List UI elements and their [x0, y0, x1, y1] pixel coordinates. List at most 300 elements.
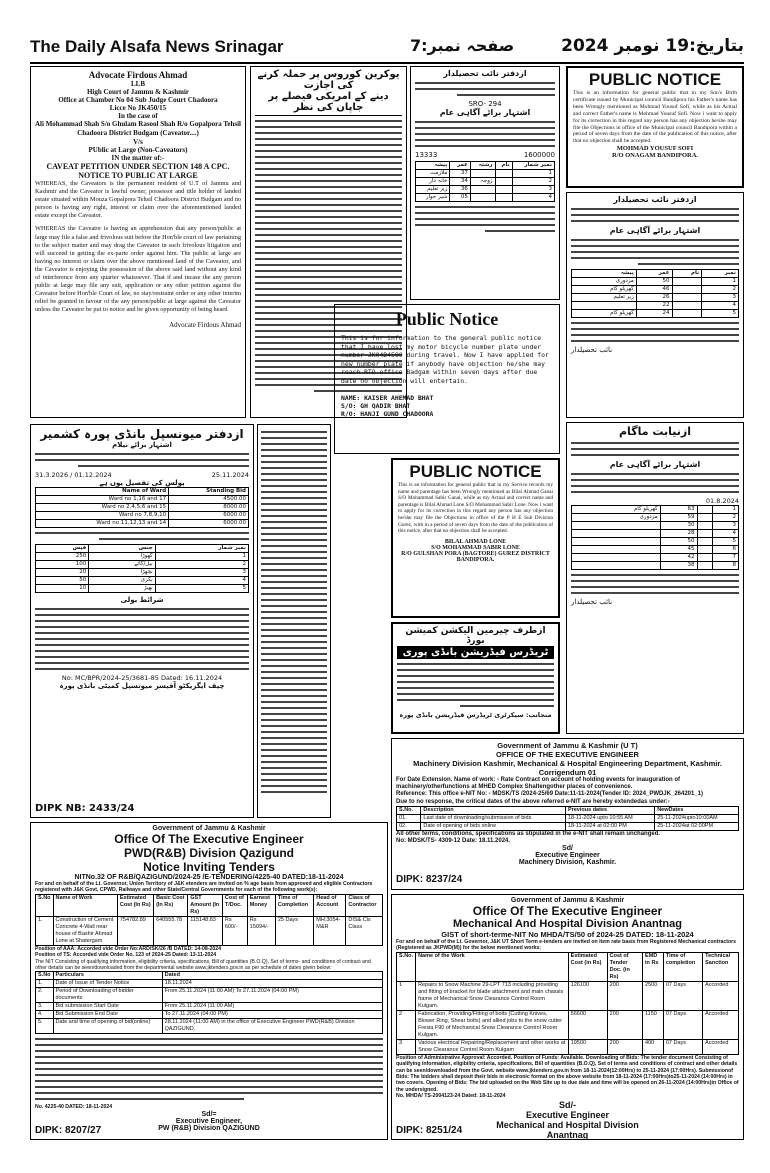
fee-table-cell: گھوڑا — [89, 553, 155, 561]
fee-table-cell: 100 — [36, 561, 89, 569]
public-notice-body: This is an information for general public that in my Service records my name and parentage has been Wrongly mentioned as Bilal Ahmad Ganai S/O Mohammad Sabir Ganai, while as my Actual and correct name and parentage is Bilal Ahmad Lone S/O Mohammad Sabir Lone. Now i want to apply for its correction in this regard any person has any objection he/she may file the Objections in office of the P H E Sub Division Gurez, with in a period of seven days from the date of the publication of this notice, after that no objection shall be accepted. — [398, 482, 553, 535]
notice-amount: 1600000 — [523, 151, 555, 159]
machinery-table-cell: 18-11-2024 at 02:00 PM — [565, 822, 654, 830]
caveat-notice — [30, 66, 246, 418]
public-notice-body: This is an information for general public that in my Son's Birth certificate issued by Municipal council Bandipora his Father's name has been Wrongly mentioned as Mohmad Yousuf Sofi, while as his Actual and correct Father's name is Mohmad Yousuf Sofi. Now i want to apply for its correction in this regard any person has any objection he/she may file the Objections in office of the Municipal council Bandipora within a period of seven days from the date of the publication of this notice, after that no objection shall be accepted. — [573, 90, 737, 145]
notice-heading: اشتہار برائے آگاہی عام — [609, 226, 701, 235]
mhd-table-cell: 200 — [607, 981, 642, 1010]
machinery-line3: Due to no response, the critical dates of the above referred e-NIT are hereby extendedas under:- — [396, 798, 670, 805]
ward-table-cell: 8000.00 — [169, 504, 249, 512]
notice-date: 01.8.2024 — [705, 497, 739, 505]
ward-table-row — [36, 504, 249, 512]
ward-table-cell: 4500.00 — [169, 496, 249, 504]
pwd-dates-cell: Date of Issue of Tender Notice — [53, 980, 162, 988]
pwd-dates-cell: Period of Downloading of bidder documents — [53, 988, 162, 1003]
mhd-table-cell: Fabrication, Providing/Fitting of bolts (Cutting Knives, Blower Ring, Shear bolts) and allied jobs to the snow cutter Fresia F90 of Mechanical Snow Clearance Control Room Kulgam. — [416, 1010, 569, 1039]
family-table-cell: 45 — [660, 546, 697, 554]
pwd-dates-table — [35, 971, 383, 1034]
family-table-cell: 59 — [660, 514, 697, 522]
pwd-sign1: Executive Engineer, — [175, 1117, 243, 1125]
mhd-sign2: Mechanical and Hospital Division — [496, 1119, 639, 1130]
pwd-dates-cell: Dated — [162, 972, 382, 980]
urdu-notice-tehsildar-right — [566, 192, 744, 418]
caveat-para1: WHEREAS, the Caveators is the permanent resident of U.T of Jammu and Kashmir and the Caveator is lawful owner, possessor and title holder of landed estate situated within Mouza Gopalpora Tehsil Chadoora District Budgam and no person is having any right, interest or claim over the aforementioned landed estate except the Caveator. — [35, 180, 241, 220]
ward-table-cell: Ward no 1,16 and 17 — [36, 496, 169, 504]
caveat-advocate: Advocate Firdous Ahmad — [88, 70, 188, 80]
fee-table-cell: 4 — [155, 577, 248, 585]
machinery-sign2: Machinery Division, Kashmir. — [518, 859, 617, 867]
family-table-row — [572, 506, 739, 514]
pwd-govt: Government of Jammu & Kashmir — [152, 825, 266, 832]
pwd-dates-cell: From 25.11.2024 (11:00 AM) — [162, 1003, 382, 1011]
family-table-cell: شیر خوار — [416, 194, 450, 202]
machinery-corrigendum: Corrigendum 01 — [538, 768, 597, 777]
family-table-row — [416, 178, 555, 186]
pwd-table-cell: 115148.83 — [188, 916, 223, 945]
family-table-cell: 05 — [450, 194, 471, 202]
family-table-cell: گھریلو کام — [572, 506, 661, 514]
pwd-dates-row — [36, 1011, 383, 1019]
family-table-cell — [697, 506, 712, 514]
family-table-cell: رشتہ — [470, 162, 495, 170]
machinery-table-cell: 25-11-2024at 02:00PM — [655, 822, 739, 830]
pwd-ref: No. 4225-40 DATED: 18-11-2024 — [35, 1104, 113, 1111]
public-notice-address: R/O ONAGAM BANDIPORA. — [611, 152, 699, 160]
pwd-table-cell: 1. — [36, 916, 54, 945]
machinery-dates-table — [396, 806, 739, 831]
family-table-cell — [470, 170, 495, 178]
family-table-row — [572, 562, 739, 570]
pwd-dates-row — [36, 972, 383, 980]
family-table-cell — [672, 278, 702, 286]
mhd-table-cell: 56600 — [568, 1010, 607, 1039]
mhd-nit: GIST of short-terme-NIT No MHDA/TS/50 of 2024-25 DATED: 18-11-2024 — [441, 930, 694, 939]
public-notice-address: R/O GULSHAN PORA (BAGTORE) GUREZ DISTRICT BANDIPORA. — [401, 550, 550, 563]
urdu-article-column — [257, 424, 331, 818]
family-table-cell — [495, 170, 512, 178]
family-table-cell: 2 — [702, 286, 739, 294]
notice-heading: اشتہار برائے آگاہی عام — [609, 460, 701, 469]
machinery-division-corrigendum — [391, 738, 744, 890]
mhd-table-cell: 200 — [607, 1010, 642, 1039]
family-table-cell — [495, 178, 512, 186]
animal-fee-table — [35, 544, 249, 593]
pwd-dates-cell: 2. — [36, 988, 54, 1003]
mhd-dipk: DIPK: 8251/24 — [396, 1125, 463, 1136]
mhd-sign3: Anantnag — [546, 1129, 589, 1140]
family-table-cell: زوجہ — [470, 178, 495, 186]
pwd-table-cell: GST Amount (In Rs) — [188, 894, 223, 916]
pwd-table-cell: MH:3054-M&R — [314, 916, 346, 945]
ward-table-cell: Name of Ward — [36, 488, 169, 496]
family-table-cell: 24 — [636, 310, 672, 318]
municipal-auction-notice — [30, 424, 254, 818]
mhd-table-cell: EMD in Rs — [643, 952, 664, 981]
masthead: The Daily Alsafa News Srinagar — [30, 37, 284, 56]
caveat-matter: IN the matter of:- — [111, 154, 165, 162]
notice-title: ازنیابت ماگام — [619, 425, 691, 438]
family-table-cell: 3 — [712, 522, 738, 530]
family-table-row — [572, 278, 739, 286]
mhd-table-cell: Accorded — [703, 981, 739, 1010]
mhd-table-cell: S.No. — [397, 952, 416, 981]
ward-table-cell: Ward no 11,12,13 and 14 — [36, 520, 169, 528]
mhd-table-cell: 07 Days — [663, 1039, 702, 1054]
family-table-cell: نمبر شمار — [512, 162, 554, 170]
family-table-cell — [572, 530, 661, 538]
pwd-table-cell: 754782.89 — [117, 916, 153, 945]
mhd-table-cell: Accorded — [703, 1010, 739, 1039]
mhd-sign1: Executive Engineer — [525, 1109, 610, 1120]
header-rule — [30, 62, 744, 64]
mhd-table-cell: 19500 — [568, 1039, 607, 1054]
pwd-dipk: DIPK: 8207/27 — [35, 1125, 102, 1136]
pwd-dates-cell: 5. — [36, 1019, 54, 1034]
traders-line2: ٹریڈرس فیڈریشن بانڈی پوری — [397, 646, 554, 659]
machinery-table-cell: NewDates — [655, 806, 739, 814]
family-table-cell: عمر — [450, 162, 471, 170]
mhd-table-cell: Repairs to Snow Machine 29-LPT 713 including providing and fitting of bracket for blade attachment and main chassis frame of Mechanical Snow Clearance Control Room Kulgam. — [416, 981, 569, 1010]
machinery-division: Machinery Division Kashmir, Mechanical & Hospital Engineering Department, Kashmir. — [413, 759, 722, 768]
fee-table-cell: 1 — [155, 553, 248, 561]
public-notice-father: S/O: GH QADIR BHAT — [341, 401, 411, 410]
issue-date: بتاریخ:19 نومبر 2024 — [561, 36, 744, 56]
municipal-subtitle: اشتہار برائے نیلام — [112, 441, 172, 449]
public-notice-address: R/O: HANJI GUND CHADOORA — [341, 409, 434, 418]
family-table-row — [572, 538, 739, 546]
pwd-nit-no: NITNo.32 OF R&B/QAZIGUND/2024-25 /E-TENDERING/4225-40 DATED:18-11-2024 — [74, 874, 344, 881]
family-table-cell: پیشہ — [416, 162, 450, 170]
ward-table-cell: Standing Bid — [169, 488, 249, 496]
family-table-row — [572, 514, 739, 522]
pwd-dates-cell: Bid submission Start Date — [53, 1003, 162, 1011]
fee-table-row — [36, 561, 249, 569]
family-table-cell — [572, 562, 661, 570]
family-table-cell — [697, 514, 712, 522]
mhd-table-cell: Accorded — [703, 1039, 739, 1054]
family-table-cell: 37 — [450, 170, 471, 178]
mhd-table-row — [397, 981, 739, 1010]
machinery-table-cell: 02. — [397, 822, 421, 830]
mhd-govt: Government of Jammu & Kashmir — [510, 897, 625, 904]
family-table-cell: 1 — [512, 170, 554, 178]
family-table-row — [572, 522, 739, 530]
pwd-dates-cell: 28.11.2024 (11:00 AM) in the office of Executive Engineer PWD(R&B) Division QAZIGUND. — [162, 1019, 382, 1034]
machinery-dipk: DIPK: 8237/24 — [396, 874, 463, 885]
article-headline-1: یوکرین کوروس پر حملہ کرنے کی اجازت — [257, 69, 400, 91]
page-header — [30, 36, 744, 60]
pwd-dates-row — [36, 980, 383, 988]
family-table-cell — [572, 522, 661, 530]
mhd-table-cell: 1150 — [643, 1010, 664, 1039]
family-table-cell: عمر — [636, 270, 672, 278]
family-table-cell: 1 — [712, 506, 738, 514]
public-notice-title: PUBLIC NOTICE — [409, 462, 542, 481]
public-notice-birth-certificate — [566, 66, 744, 188]
mhd-table-cell: Time of completion — [663, 952, 702, 981]
public-notice-number-plate — [334, 304, 560, 454]
fee-table-cell: بھیڑ — [89, 585, 155, 593]
notice-family-table — [571, 269, 739, 318]
ward-table-cell: Ward no 7,8,9,10 — [36, 512, 169, 520]
family-table-cell: 30 — [660, 522, 697, 530]
family-table-cell — [697, 538, 712, 546]
machinery-table-row — [397, 806, 739, 814]
caveat-para2: WHEREAS the Caveator is having an apprehension that any person/public at large may file a false and frivolous suit before the Hon'ble court of law pertaining to the subject matter and may drag the Caveator in such frivolous litigation and will succeed in getting the ex-parte order against him. The public at large are having no interest or claim over the above mentioned land of the Caveator, and the Caveator is enjoying the possession of the above said land without any kind of interference from any quarter whatsoever. That if and incase the any person public at large may file any suit, application or any other petition against the Caveator before Hon'ble Court of law, no stay/restraint order or any other interim relief be granted in favour of the any person/public at large against the Caveator unless the Caveator be put to notice and be given opportunity of being heard — [35, 225, 241, 314]
fee-table-cell: فیس — [36, 545, 89, 553]
fee-table-cell: جنس — [89, 545, 155, 553]
family-table-cell: 22 — [636, 302, 672, 310]
family-table-row — [416, 194, 555, 202]
family-table-cell: 1 — [702, 278, 739, 286]
pwd-table-cell: Construction of Cement Concrete 4-Wall near house of Bashir Ahmad Lone at Shatergam — [53, 916, 117, 945]
ward-table-cell: Ward no 2,4,5,6 and 15 — [36, 504, 169, 512]
mhd-table-row — [397, 952, 739, 981]
pwd-dates-cell: Bid Submission End Date — [53, 1011, 162, 1019]
fee-table-cell: 50 — [36, 577, 89, 585]
public-notice-title: Public Notice — [395, 309, 499, 329]
pwd-table-cell: Head of Account — [314, 894, 346, 916]
family-table-cell: گھریلو کام — [572, 286, 637, 294]
mhd-sd: Sd/- — [559, 1099, 576, 1110]
caveat-party: Ali Mohammad Shah S/o Ghulam Rasool Shah R/o Gopalpora Tehsil Chadoora District Budgam (Caveator....) — [35, 120, 241, 137]
caveat-office: Office at Chamber No 04 Sub Judge Court Chadoora — [58, 96, 218, 104]
family-table-cell — [572, 546, 661, 554]
pwd-dates-row — [36, 1019, 383, 1034]
family-table-cell — [495, 186, 512, 194]
public-notice-father: S/O MOHAMMAD SABIR LONE — [431, 544, 520, 551]
family-table-cell: 4 — [712, 530, 738, 538]
municipal-deadline: 25.11.2024 — [211, 471, 249, 479]
pwd-table-cell: S.No — [36, 894, 54, 916]
urdu-notice-tehsildar — [410, 66, 560, 300]
family-table-cell — [672, 310, 702, 318]
family-table-cell: نام — [672, 270, 702, 278]
notice-title: ازدفتر نائب تحصیلدار — [443, 69, 527, 78]
ward-table-row — [36, 520, 249, 528]
family-table-cell: 2 — [512, 178, 554, 186]
mhd-table-cell: 2 — [397, 1010, 416, 1039]
family-table-cell: 36 — [450, 186, 471, 194]
family-table-cell — [672, 286, 702, 294]
mhd-notes: Position of Administrative Approval: Accorded. Position of Funds: Available. Downloading of Bids: The tender document Consisting of qualifying information, eligibility criteria, specifications, Bill of quantities (B.O.Q), Set of terms and conditions of contract and other details can be seen/downloaded from the Govt. website www.jktenders.gov.in from 18-11-2024(12:00Hrs) to 25-11-2024 (17:00Hrs). Submissionof Bids: The bidders shall deposit their bids in electronic format on the above website from 18-11-2024 (17:00Hrs)to25-11-2024 (14:00Hrs) in two covers. Opening of Bids: The bid uploaded on the Web Site up to due date and time will be opened on 26-11-2024 (14:00Hrs)in Office of the undersigned. — [396, 1054, 739, 1093]
mhd-ref: No. MHDA/ TS-2004123-24 Dated: 18-11-2024 — [396, 1093, 506, 1100]
public-notice-name: NAME: KAISER AHEMAD BHAT — [341, 393, 434, 402]
family-table-cell — [495, 194, 512, 202]
notice-title: ازدفتر نائب تحصیلدار — [613, 195, 697, 204]
family-table-cell: گھریلو کام — [572, 310, 637, 318]
pwd-table-cell: Name of Work — [53, 894, 117, 916]
municipal-ref: No: MC/BPR/2024-25/3681-85 Dated: 16.11.2024 — [61, 674, 223, 682]
family-table-cell: 50 — [660, 538, 697, 546]
mhd-table-cell: Various electrical Repairing/Replacement and other works at Snow Clearance Control Room Kulgam — [416, 1039, 569, 1054]
ward-table-cell: 6000.00 — [169, 512, 249, 520]
fee-table-cell: بچھڑا — [89, 569, 155, 577]
mhd-table-cell: 3 — [397, 1039, 416, 1054]
family-table-cell — [672, 302, 702, 310]
family-table-cell: 3 — [512, 186, 554, 194]
family-table-cell — [572, 302, 637, 310]
family-table-cell — [697, 530, 712, 538]
public-notice-title: PUBLIC NOTICE — [588, 70, 722, 89]
machinery-ref: No: MDSK/TS- 4309-12 Date: 18.11.2024. — [396, 838, 511, 845]
traders-footer: منجانب: سیکرٹری ٹریڈرس فیڈریشن بانڈی پورہ — [399, 711, 552, 719]
pwd-table-cell: Class of Contractor — [346, 894, 383, 916]
notice-sro: SRO- 294 — [468, 100, 502, 108]
pwd-dates-cell: 1. — [36, 980, 54, 988]
mhd-anantnag-tender — [391, 894, 744, 1140]
caveat-vs: V/s — [133, 138, 143, 146]
family-table-cell — [572, 538, 661, 546]
machinery-table-cell: Description — [421, 806, 566, 814]
traders-federation-notice — [391, 622, 560, 734]
family-table-row — [572, 270, 739, 278]
municipal-dates: 31.3.2026 / 01.12.2024 — [35, 471, 112, 479]
family-table-row — [416, 170, 555, 178]
family-table-cell: 50 — [636, 278, 672, 286]
pwd-table-cell: Time of Completion — [275, 894, 313, 916]
family-table-cell: خانہ دار — [416, 178, 450, 186]
fee-table-cell: 10 — [36, 585, 89, 593]
pwd-nit: Notice Inviting Tenders — [143, 860, 275, 874]
pwd-qazigund-tender — [30, 822, 388, 1140]
fee-table-cell: نمبر شمار — [155, 545, 248, 553]
fee-table-row — [36, 553, 249, 561]
family-table-cell — [697, 554, 712, 562]
notice-heading: اشتہار برائے آگاہی عام — [439, 108, 531, 117]
pwd-table-cell: 640555.78 — [154, 916, 188, 945]
pwd-dates-cell: From 25.11.2024 (11:00 AM) To 27.11.2024 (04:00 PM) — [162, 988, 382, 1003]
public-notice-service-records — [391, 458, 560, 618]
mhd-table-cell: Name of the Work — [416, 952, 569, 981]
caveat-public: PUblic at Large (Non-Caveators) — [88, 146, 188, 154]
pwd-table-cell: Rs 600/- — [222, 916, 247, 945]
pwd-dates-cell: 4. — [36, 1011, 54, 1019]
pwd-dates-row — [36, 1003, 383, 1011]
pwd-dates-row — [36, 988, 383, 1003]
notice-family-table — [571, 505, 739, 570]
notice-code: 13333 — [415, 151, 438, 159]
pwd-division: PWD(R&B) Division Qazigund — [124, 846, 294, 860]
family-table-cell — [470, 194, 495, 202]
mhd-table-cell: 1 — [397, 981, 416, 1010]
machinery-table-cell: 18-11-2024 upto 10:55 AM — [565, 814, 654, 822]
family-table-cell: ملازمت — [416, 170, 450, 178]
family-table-cell: 2 — [712, 514, 738, 522]
mhd-table-cell: 07 Days — [663, 1010, 702, 1039]
machinery-line1: For Date Extension. Name of work: - Rate Contract on account of holding events for inauguration of machinery/otherfunctions at MHED Complex Shaltengother places of convenience. — [396, 777, 681, 791]
machinery-line4: All other terms, conditions, specifications as stipulated in the e-NIT shall remain unchanged. — [396, 830, 661, 837]
family-table-cell: 4 — [512, 194, 554, 202]
mhd-table-cell: Cost of Tender Doc. (in Rs) — [607, 952, 642, 981]
family-table-row — [572, 554, 739, 562]
family-table-row — [572, 530, 739, 538]
family-table-cell: 4 — [702, 302, 739, 310]
public-notice-name: BILAL AHMAD LONE — [444, 538, 507, 545]
fee-table-cell: 5 — [155, 585, 248, 593]
family-table-cell: 34 — [450, 178, 471, 186]
pwd-sd: Sd/= — [201, 1110, 217, 1118]
fee-table-cell: بیل/گائے — [89, 561, 155, 569]
mhd-intro: For and on behalf of the Lt. Governor, J&K UT Short Term e-tenders are invited on item rate basis from Registered Mechanical contractors (Registered as JKPWD(M)) for the below mentioned works: — [396, 939, 737, 952]
fee-table-row — [36, 577, 249, 585]
machinery-table-row — [397, 814, 739, 822]
fee-table-cell: بکری — [89, 577, 155, 585]
public-notice-body: This is for information to the general public notice that I have lost my motor bicycle number plate under number JK04D4590 during travel. Now I have applied for new number plate if anybody have objection he/she may reach RTO office Badgam within seven days after due date no objection will entertain. — [341, 334, 549, 385]
family-table-cell: زیر تعلیم — [416, 186, 450, 194]
pwd-dates-cell: 3. — [36, 1003, 54, 1011]
ward-table — [35, 487, 249, 528]
family-table-cell: 7 — [712, 554, 738, 562]
pwd-intro: For and on behalf of the Lt. Governor, Union Territory of J&K etenders are invited on % age basis from approved and eligible Contractors registered with J&K Govt, CPWD, Railways and other State/Central Governments for each of the following work(s): — [35, 881, 373, 894]
ward-table-row — [36, 488, 249, 496]
family-table-cell: مزدوری — [572, 278, 637, 286]
family-table-cell: پیشہ — [572, 270, 637, 278]
family-table-row — [572, 310, 739, 318]
machinery-table-cell: Date of opening of bids online — [421, 822, 566, 830]
municipal-dipk: DIPK NB: 2433/24 — [35, 803, 135, 814]
machinery-line2: Reference: This office e-NIT No: - MDSK/TS /2024-25/69 Date:11-11-2024(Tender ID: 2024_PWDJK_264201_1) — [396, 791, 704, 798]
municipal-title: ازدفتر میونسپل بانڈی پورہ کشمیر — [40, 427, 244, 441]
caveat-title: CAVEAT PETITION UNDER SECTION 148 A CPC. — [46, 162, 230, 171]
family-table-cell: 6 — [712, 546, 738, 554]
pwd-dates-cell: Particulars — [53, 972, 162, 980]
mhd-table-cell: 400 — [643, 1039, 664, 1054]
mhd-division: Mechanical And Hospital Division Anantnag — [453, 918, 682, 930]
pwd-table-cell: Rs 15094/- — [247, 916, 275, 945]
pwd-table-cell: Basic Cost (In Rs) — [154, 894, 188, 916]
pwd-body: The NIT Consisting of qualifying information, eligibility criteria, specifications, Bill of quantities (B.O.Q), Set of terms- and conditions of contract and other details can be seen/downloaded from the departmental website www.jktenders.gov.in as per schedule of dates given below: — [35, 958, 371, 972]
family-table-row — [416, 186, 555, 194]
family-table-cell: نمبر — [702, 270, 739, 278]
pwd-table-cell: Cost of T/Doc. — [222, 894, 247, 916]
pwd-table-row — [36, 916, 383, 945]
fee-table-row — [36, 585, 249, 593]
family-table-cell — [697, 562, 712, 570]
pwd-works-table — [35, 894, 383, 946]
page-number: صفحہ نمبر:7 — [410, 36, 515, 55]
pwd-table-cell: Estimated Cost (In Rs) — [117, 894, 153, 916]
machinery-sign1: Executive Engineer — [535, 852, 600, 860]
family-table-cell: 5 — [712, 538, 738, 546]
pwd-pos2: Position of TS: Accorded vide Order No. 123 of 2024-25 Dated: 13-11-2024 — [35, 952, 217, 959]
family-table-row — [416, 162, 555, 170]
machinery-govt: Government of Jammu & Kashmir (U T) — [497, 741, 638, 750]
pwd-dates-cell: S.No — [36, 972, 54, 980]
notice-family-table — [415, 161, 555, 202]
notice-signature: نائب تحصیلدار — [571, 598, 613, 606]
family-table-cell: مزدوری — [572, 514, 661, 522]
traders-line1: ازطرف چیرمین الیکشن کمیشن بورڈ — [405, 626, 546, 646]
pwd-table-cell: 25 Days — [275, 916, 313, 945]
caveat-notice-title: NOTICE TO PUBLIC AT LARGE — [78, 171, 198, 180]
mhd-table-row — [397, 1010, 739, 1039]
machinery-table-row — [397, 822, 739, 830]
family-table-row — [572, 546, 739, 554]
family-table-cell: 28 — [660, 530, 697, 538]
family-table-cell: 63 — [660, 506, 697, 514]
family-table-row — [572, 302, 739, 310]
pwd-dates-cell: 18.11.2024 — [162, 980, 382, 988]
caveat-signature: Advocate Firdous Ahmad — [169, 320, 241, 329]
machinery-table-cell: 25-11-2024upto10:00AM — [655, 814, 739, 822]
family-table-cell: نام — [495, 162, 512, 170]
municipal-table-title: پولس کی تفصیل یوں ہے — [99, 479, 185, 487]
pwd-dates-cell: To 27.11.2024 (04:00 PM) — [162, 1011, 382, 1019]
ward-table-row — [36, 512, 249, 520]
machinery-table-cell: Last date of downloading/submission of bids — [421, 814, 566, 822]
fee-table-cell: 3 — [155, 569, 248, 577]
